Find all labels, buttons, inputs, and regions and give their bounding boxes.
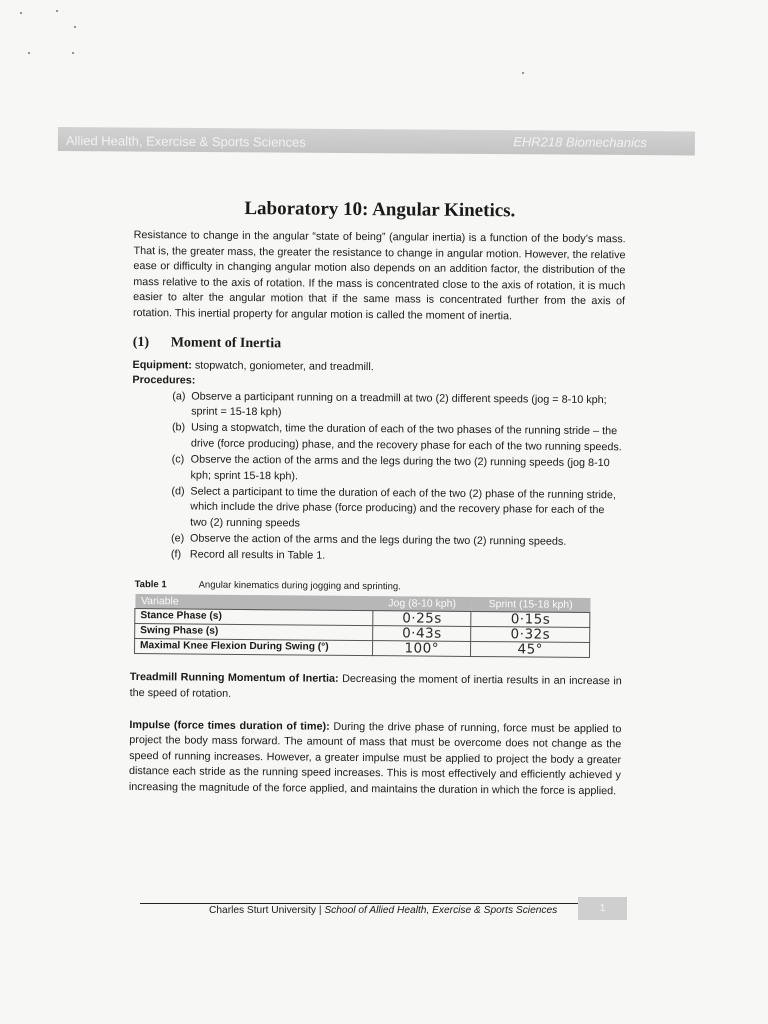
scan-speck (74, 26, 76, 28)
scan-speck (28, 52, 30, 54)
header-band (58, 127, 695, 155)
table-header-sprint: Sprint (15-18 kph) (471, 597, 590, 613)
scan-speck (72, 52, 74, 54)
table-row (135, 639, 590, 658)
treadmill-label: Treadmill Running Momentum of Inertia: (129, 671, 339, 686)
section-number: (1) (132, 334, 150, 350)
procedure-text: Record all results in Table 1. (189, 548, 326, 562)
table-cell-variable: Maximal Knee Flexion During Swing (°) (135, 639, 373, 656)
procedure-letter: (f) (170, 548, 182, 561)
procedure-letter: (a) (172, 390, 186, 403)
procedure-item (171, 452, 623, 487)
scan-speck (56, 10, 58, 12)
procedure-text: Using a stopwatch, time the duration of each of the two phases of the running stride – the drive (force producing) phase, and the recovery phase for each of the two running speeds. (190, 421, 622, 454)
table-caption-text: Angular kinematics during jogging and sprinting. (198, 579, 401, 593)
treadmill-text: Decreasing the moment of inertia results in an increase in the speed of rotation. (129, 673, 622, 700)
procedure-item (172, 389, 624, 424)
procedures-list (131, 389, 625, 567)
scan-speck (20, 12, 22, 14)
procedure-item (171, 484, 623, 535)
intro-paragraph: Resistance to change in the angular “state of being” (angular inertia) is a function of the body’s mass. That is, the greater mass, the greater the resistance to change in angular motion. However, the relative ease or difficulty in changing angular motion also depends on an addition factor, the distribution of the mass relative to the axis of rotation. If the mass is concentrated close to the axis of rotation, it is much easier to alter the angular motion that if the same mass is concentrated further from the axis of rotation. This inertial property for angular motion is called the moment of inertia. (132, 228, 626, 323)
page-title: Laboratory 10: Angular Kinetics. (244, 197, 516, 222)
procedure-letter: (b) (171, 421, 186, 434)
footer-school: School of Allied Health, Exercise & Sports Sciences (324, 905, 558, 916)
procedure-text: Observe the action of the arms and the legs during the two (2) running speeds (jog 8-10 kph; sprint 15-18 kph). (190, 453, 610, 483)
table-cell-handwritten: 0·43s (373, 626, 472, 642)
table-cell-handwritten: 0·25s (373, 611, 472, 627)
scan-speck (522, 72, 524, 74)
impulse-text: During the drive phase of running, force must be applied to project the body mass forward. The amount of mass that must be overcome does not change as the speed of running increases. However, a greater impulse must be applied to project the body a greater distance each stride as the running speed increases. This is most effectively and efficiently achieved y increasing the magnitude of the force applied, and maintains the duration in which the force is applied. (128, 720, 622, 798)
procedure-text: Observe a participant running on a treadmill at two (2) different speeds (jog = 8-10 kph; sprint = 15-18 kph) (191, 390, 607, 419)
section-heading (133, 334, 625, 356)
procedure-letter: (c) (171, 453, 185, 466)
table-number: Table 1 (134, 578, 167, 591)
table-caption (135, 577, 623, 597)
equipment-label: Equipment: (132, 358, 192, 372)
table-header-variable: Variable (135, 594, 373, 611)
table-cell-handwritten: 45° (471, 642, 590, 658)
footer (209, 905, 557, 916)
procedure-item (172, 421, 624, 456)
procedure-letter: (d) (171, 485, 185, 498)
procedures-label: Procedures: (132, 374, 196, 387)
header-department: Allied Health, Exercise & Sports Sciences (65, 133, 306, 150)
table-header-jog: Jog (8-10 kph) (373, 596, 472, 611)
procedure-text: Select a participant to time the duration of each of the two (2) phase of the running stride, which include the drive phase (force producing) and the recovery phase for each of the two (2) running speeds (190, 485, 616, 530)
document-body (129, 196, 626, 800)
table-cell-handwritten: 0·32s (471, 627, 590, 643)
page-number: 1 (578, 897, 627, 920)
table-cell-handwritten: 100° (372, 641, 471, 657)
section-title: Moment of Inertia (170, 334, 282, 351)
footer-divider (140, 903, 586, 904)
equipment-text: stopwatch, goniometer, and treadmill. (194, 359, 374, 373)
treadmill-paragraph (130, 670, 622, 705)
header-course: EHR218 Biomechanics (513, 134, 647, 151)
procedure-text: Observe the action of the arms and the legs during the two (2) running speeds. (189, 532, 567, 548)
table-cell-handwritten: 0·15s (471, 612, 590, 628)
kinematics-table (134, 594, 591, 658)
impulse-paragraph (129, 718, 622, 800)
procedure-letter: (e) (170, 532, 185, 545)
procedure-item (171, 548, 623, 568)
footer-separator: | (318, 905, 322, 916)
table-cell-variable: Stance Phase (s) (135, 609, 373, 626)
footer-university: Charles Sturt University (209, 905, 316, 916)
impulse-label: Impulse (force times duration of time): (129, 718, 330, 733)
table-cell-variable: Swing Phase (s) (135, 624, 373, 641)
